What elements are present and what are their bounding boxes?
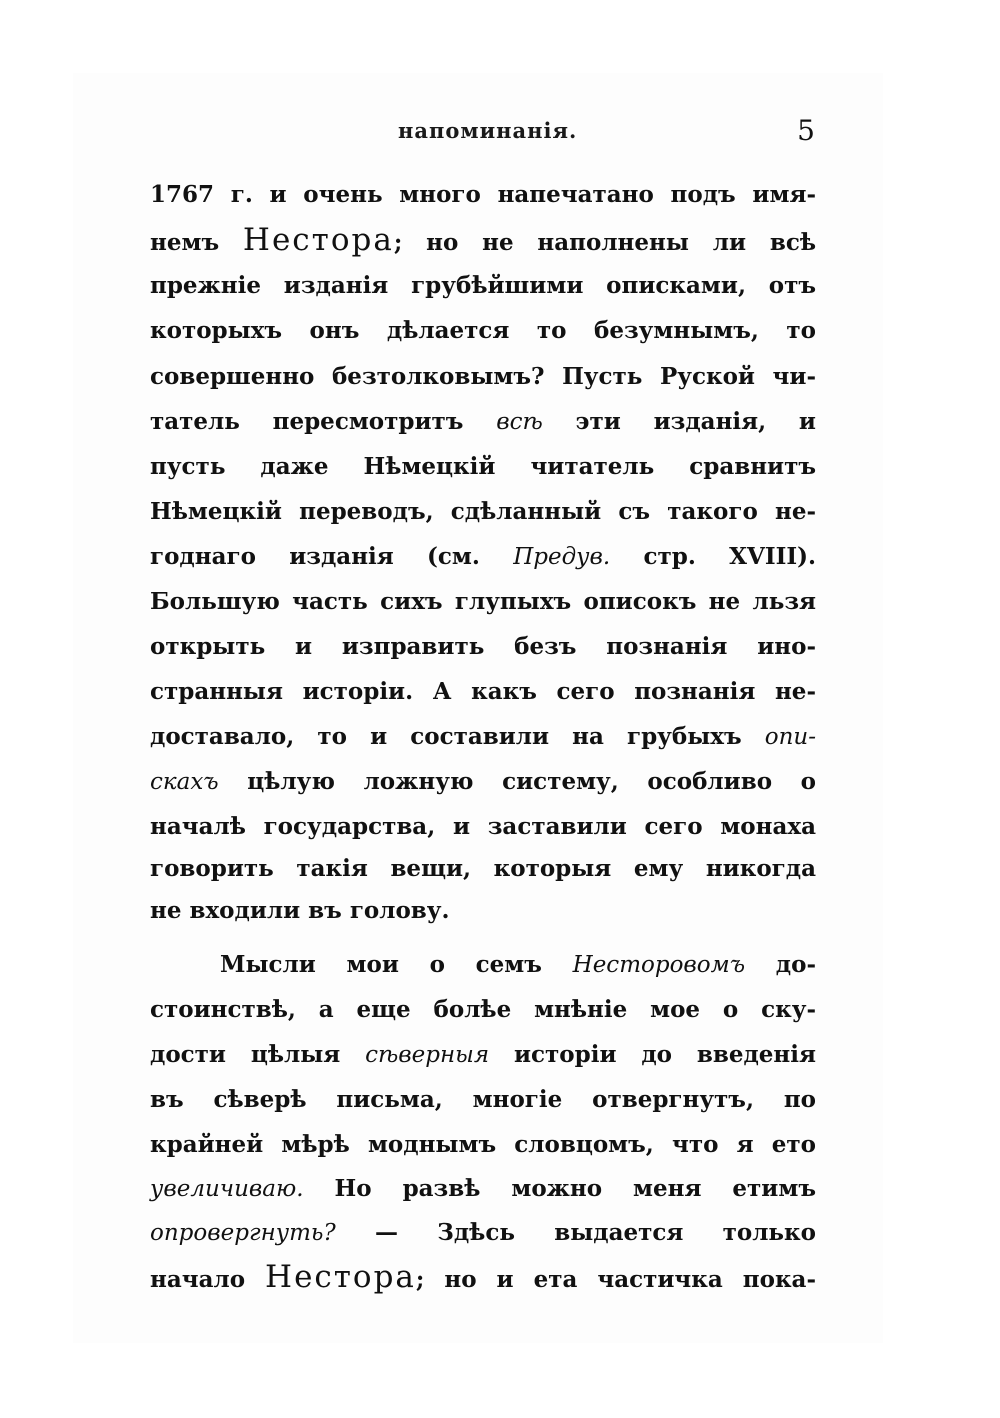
italic-text: сѣверныя <box>365 1042 490 1068</box>
text-segment: стр. XVIII). <box>610 543 816 570</box>
text-line <box>150 266 816 306</box>
italic-text: всѣ <box>496 409 543 435</box>
running-head <box>150 114 815 152</box>
text-line <box>150 220 816 260</box>
text-line <box>150 762 816 802</box>
text-segment: совершенно безтолковымъ? Пусть Руской чи- <box>150 363 816 390</box>
text-line <box>150 1125 816 1165</box>
text-line <box>150 945 816 985</box>
text-segment: Нѣмецкій переводъ, сдѣланный съ такого не- <box>150 498 816 525</box>
text-segment: 1767 г. и очень много напечатано подъ имя- <box>150 181 816 208</box>
text-line <box>150 537 816 577</box>
text-segment: открыть и изправить безъ познанія ино- <box>150 633 816 660</box>
italic-text: опи- <box>764 724 816 750</box>
text-segment: началѣ государства, и заставили сего монаха <box>150 813 816 840</box>
text-segment: Большую часть сихъ глупыхъ описокъ не льзя <box>150 588 816 615</box>
text-segment: доставало, то и составили на грубыхъ <box>150 723 765 750</box>
text-segment: Но развѣ можно меня етимъ <box>303 1175 816 1202</box>
text-segment: которыхъ онъ дѣлается то безумнымъ, то <box>150 317 816 344</box>
text-segment: — Здѣсь выдается только <box>335 1219 816 1246</box>
italic-text: увеличиваю. <box>150 1176 304 1202</box>
text-line <box>150 311 816 351</box>
text-segment: исторіи до введенія <box>489 1041 816 1068</box>
text-segment: немъ <box>150 229 243 256</box>
italic-text: опровергнуть? <box>150 1220 336 1246</box>
text-line <box>150 582 816 622</box>
text-segment: прежніе изданія грубѣйшими описками, отъ <box>150 272 816 299</box>
text-segment: не входили въ голову. <box>150 897 450 924</box>
text-line <box>150 1080 816 1120</box>
italic-text: скахъ <box>150 769 219 795</box>
text-segment: до- <box>745 951 816 978</box>
text-line <box>150 1257 816 1297</box>
text-line <box>150 1035 816 1075</box>
italic-text: Предув. <box>513 544 611 570</box>
text-line <box>150 849 816 889</box>
text-line <box>150 1169 816 1209</box>
text-line <box>150 357 816 397</box>
emphasized-name: Нестора <box>242 222 394 258</box>
text-line <box>150 717 816 757</box>
text-segment: Мысли мои о семъ <box>220 951 573 978</box>
text-line <box>150 807 816 847</box>
italic-text: Несторовомъ <box>572 952 746 978</box>
text-segment: цѣлую ложную систему, особливо о <box>218 768 816 795</box>
text-line <box>150 492 816 532</box>
emphasized-name: Нестора <box>265 1259 416 1295</box>
text-segment: крайней мѣрѣ моднымъ словцомъ, что я ето <box>150 1131 816 1158</box>
text-line <box>150 1213 816 1253</box>
text-line <box>150 891 816 931</box>
text-line <box>150 990 816 1030</box>
text-segment: ; но не наполнены ли всѣ <box>393 229 816 256</box>
text-segment: годнаго изданія (см. <box>150 543 514 570</box>
text-segment: стоинствѣ, а еще болѣе мнѣніе мое о ску- <box>150 996 816 1023</box>
running-title: напоминанія. <box>398 118 578 143</box>
text-segment: въ сѣверѣ письма, многіе отвергнутъ, по <box>150 1086 816 1113</box>
text-segment: ; но и ета частичка пока- <box>415 1266 816 1293</box>
text-segment: дости цѣлыя <box>150 1041 366 1068</box>
page-number: 5 <box>797 114 815 147</box>
text-line <box>150 447 816 487</box>
text-line <box>150 627 816 667</box>
text-line <box>150 402 816 442</box>
text-segment: татель пересмотритъ <box>150 408 497 435</box>
text-line <box>150 672 816 712</box>
text-segment: пусть даже Нѣмецкій читатель сравнитъ <box>150 453 816 480</box>
text-segment: говорить такія вещи, которыя ему никогда <box>150 855 816 882</box>
text-segment: эти изданія, и <box>542 408 816 435</box>
text-segment: странныя исторіи. А какъ сего познанія не- <box>150 678 816 705</box>
text-line <box>150 175 816 215</box>
text-segment: начало <box>150 1266 266 1293</box>
